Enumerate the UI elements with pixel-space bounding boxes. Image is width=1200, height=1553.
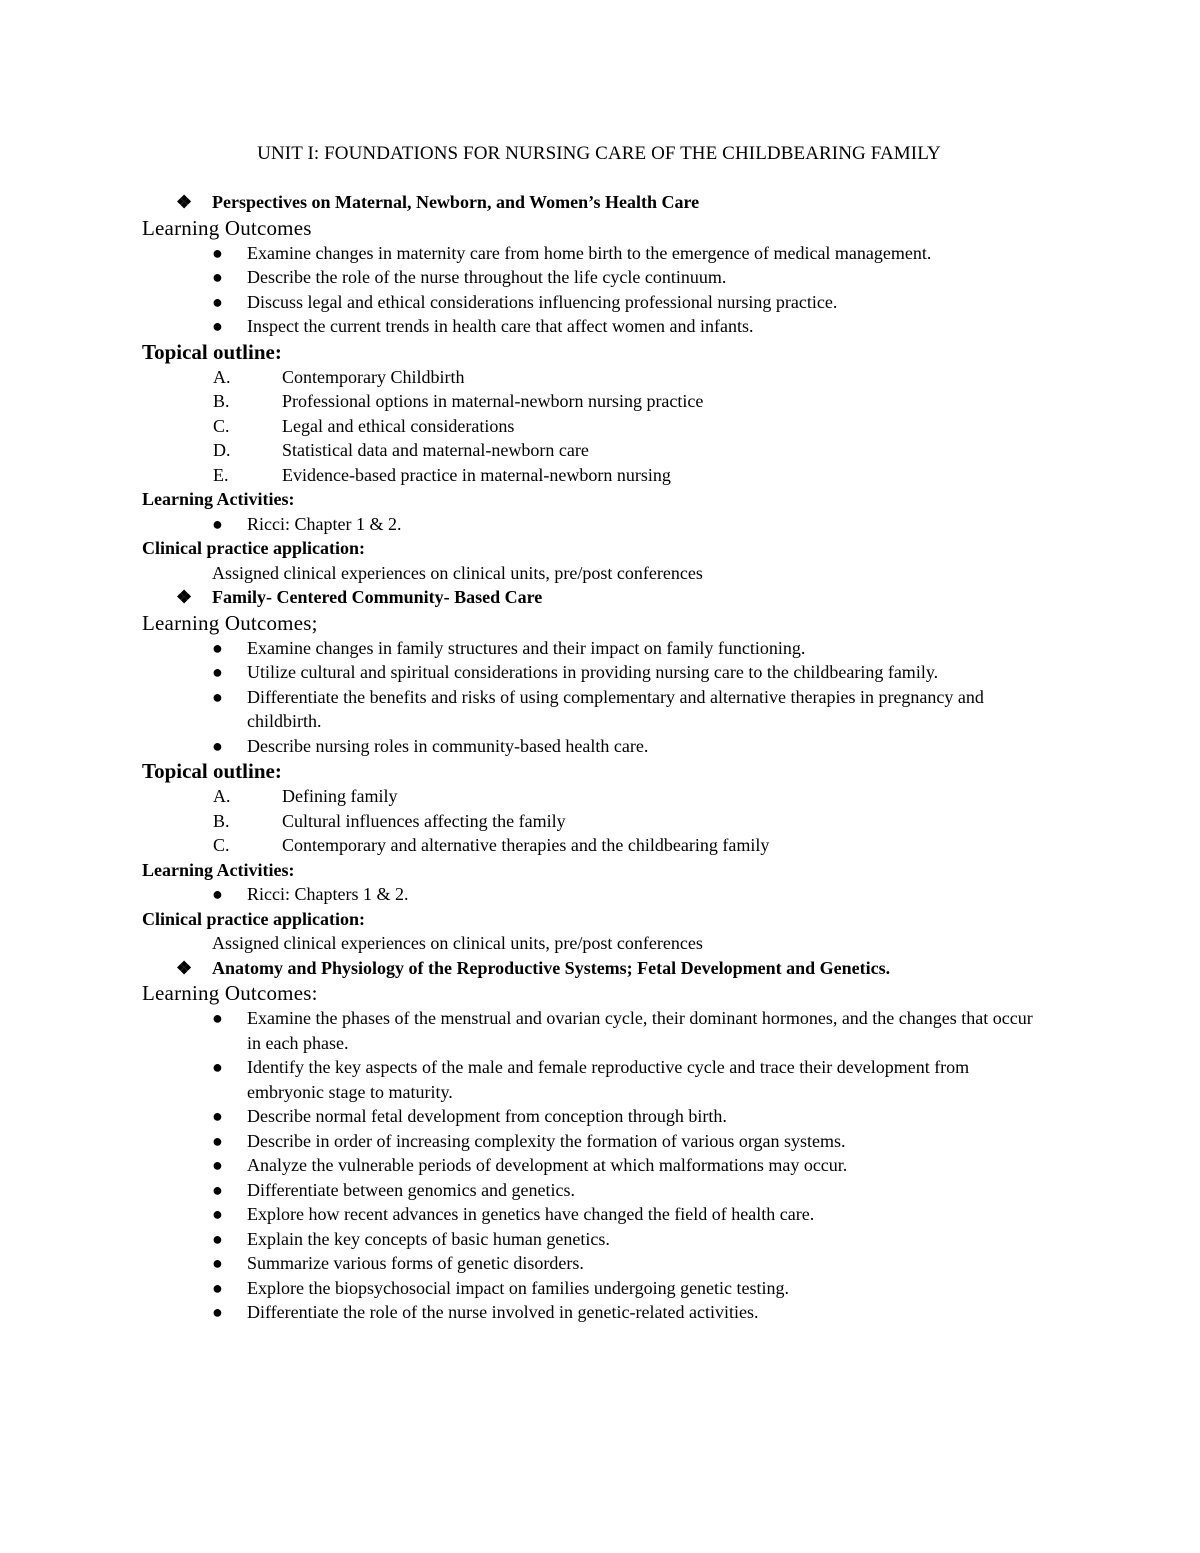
bullet-icon: ● bbox=[212, 735, 223, 756]
bullet-icon: ● bbox=[212, 291, 223, 312]
bullet-icon: ● bbox=[212, 316, 223, 336]
module-heading bbox=[176, 190, 1042, 215]
diamond-bullet-icon: ❖ bbox=[176, 957, 193, 978]
bullet-icon: ● bbox=[212, 637, 223, 658]
bullet-icon: ● bbox=[212, 1106, 223, 1126]
list-item: ● Differentiate the role of the nurse involved in genetic-related activities. bbox=[142, 1300, 1042, 1325]
learning-outcomes-list bbox=[142, 636, 1042, 759]
list-item: ● Identify the key aspects of the male and female reproductive cycle and trace their development from embryonic stage to maturity. bbox=[212, 1057, 970, 1102]
document-page bbox=[142, 141, 1042, 1325]
list-item: ● Differentiate the benefits and risks of using complementary and alternative therapies in pregnancy and childbirth. bbox=[212, 686, 984, 731]
outline-item: C. Legal and ethical considerations bbox=[213, 415, 515, 436]
unit-title: UNIT I: FOUNDATIONS FOR NURSING CARE OF THE CHILDBEARING FAMILY bbox=[257, 143, 941, 164]
outline-item: C. Contemporary and alternative therapies and the childbearing family bbox=[213, 835, 770, 855]
bullet-icon: ● bbox=[212, 1179, 223, 1200]
bullet-icon: ● bbox=[212, 1204, 223, 1224]
outline-item: A. Defining family bbox=[213, 786, 398, 806]
outline-item: A. Contemporary Childbirth bbox=[213, 366, 465, 387]
bullet-icon: ● bbox=[212, 1277, 223, 1298]
diamond-bullet-icon: ❖ bbox=[176, 587, 193, 607]
learning-activities-list bbox=[142, 882, 1042, 907]
bullet-icon: ● bbox=[212, 1057, 223, 1077]
module-heading bbox=[176, 956, 1042, 981]
list-item: ● Utilize cultural and spiritual considerations in providing nursing care to the childbearing family. bbox=[142, 660, 1042, 685]
outline-item: E. Evidence-based practice in maternal-newborn nursing bbox=[213, 464, 671, 485]
clinical-practice-heading: Clinical practice application: bbox=[142, 538, 365, 558]
outline-item: B. Professional options in maternal-newborn nursing practice bbox=[213, 391, 704, 411]
topical-outline-heading: Topical outline: bbox=[142, 759, 282, 783]
list-item: ● Describe normal fetal development from conception through birth. bbox=[142, 1104, 1042, 1129]
bullet-icon: ● bbox=[212, 686, 223, 707]
list-item: ● Summarize various forms of genetic disorders. bbox=[142, 1251, 1042, 1276]
topical-outline-heading: Topical outline: bbox=[142, 339, 282, 364]
bullet-icon: ● bbox=[212, 1155, 223, 1175]
bullet-icon: ● bbox=[212, 1228, 223, 1249]
list-item: ● Differentiate between genomics and genetics. bbox=[142, 1178, 1042, 1203]
bullet-icon: ● bbox=[212, 662, 223, 682]
bullet-icon: ● bbox=[212, 242, 223, 263]
bullet-icon: ● bbox=[212, 884, 223, 904]
bullet-icon: ● bbox=[212, 1008, 223, 1028]
bullet-icon: ● bbox=[212, 1302, 223, 1322]
bullet-icon: ● bbox=[212, 267, 223, 287]
list-item: ● Ricci: Chapters 1 & 2. bbox=[142, 882, 1042, 907]
list-item: ● Describe the role of the nurse throughout the life cycle continuum. bbox=[142, 265, 1042, 290]
clinical-practice-heading: Clinical practice application: bbox=[142, 908, 365, 929]
topical-outline-list bbox=[142, 784, 1042, 858]
list-item: ● Describe in order of increasing complexity the formation of various organ systems. bbox=[142, 1129, 1042, 1154]
clinical-practice-text: Assigned clinical experiences on clinical units, pre/post conferences bbox=[212, 933, 703, 953]
list-item: ● Inspect the current trends in health care that affect women and infants. bbox=[142, 314, 1042, 339]
bullet-icon: ● bbox=[212, 513, 223, 534]
learning-activities-heading: Learning Activities: bbox=[142, 489, 295, 509]
bullet-icon: ● bbox=[212, 1130, 223, 1151]
list-item: ● Examine changes in family structures and their impact on family functioning. bbox=[142, 636, 1042, 661]
list-item: ● Explore the biopsychosocial impact on families undergoing genetic testing. bbox=[142, 1276, 1042, 1301]
list-item: ● Examine changes in maternity care from home birth to the emergence of medical management. bbox=[142, 241, 1042, 266]
learning-outcomes-list bbox=[142, 1006, 1042, 1325]
outline-item: B. Cultural influences affecting the family bbox=[213, 810, 566, 831]
outline-item: D. Statistical data and maternal-newborn care bbox=[213, 440, 589, 460]
list-item: ● Explore how recent advances in genetics have changed the field of health care. bbox=[142, 1202, 1042, 1227]
learning-outcomes-heading: Learning Outcomes: bbox=[142, 981, 318, 1005]
module-heading bbox=[176, 585, 1042, 610]
module-title: Perspectives on Maternal, Newborn, and Women’s Health Care bbox=[212, 192, 700, 212]
clinical-practice-text: Assigned clinical experiences on clinical units, pre/post conferences bbox=[212, 562, 703, 583]
list-item: ● Explain the key concepts of basic human genetics. bbox=[142, 1227, 1042, 1252]
bullet-icon: ● bbox=[212, 1253, 223, 1273]
list-item: ● Ricci: Chapter 1 & 2. bbox=[142, 512, 1042, 537]
list-item: ● Examine the phases of the menstrual and ovarian cycle, their dominant hormones, and the changes that occur in each phase. bbox=[212, 1008, 1033, 1053]
topical-outline-list bbox=[142, 365, 1042, 488]
learning-outcomes-heading: Learning Outcomes; bbox=[142, 610, 318, 635]
learning-outcomes-list bbox=[142, 241, 1042, 339]
learning-activities-list bbox=[142, 512, 1042, 537]
learning-activities-heading: Learning Activities: bbox=[142, 859, 295, 880]
diamond-bullet-icon: ❖ bbox=[176, 192, 193, 212]
list-item: ● Describe nursing roles in community-based health care. bbox=[142, 734, 1042, 759]
learning-outcomes-heading: Learning Outcomes bbox=[142, 215, 312, 240]
list-item: ● Discuss legal and ethical considerations influencing professional nursing practice. bbox=[142, 290, 1042, 315]
list-item: ● Analyze the vulnerable periods of development at which malformations may occur. bbox=[142, 1153, 1042, 1178]
module-title: Family- Centered Community- Based Care bbox=[212, 587, 543, 607]
module-title: Anatomy and Physiology of the Reproductive Systems; Fetal Development and Genetics. bbox=[212, 957, 891, 978]
